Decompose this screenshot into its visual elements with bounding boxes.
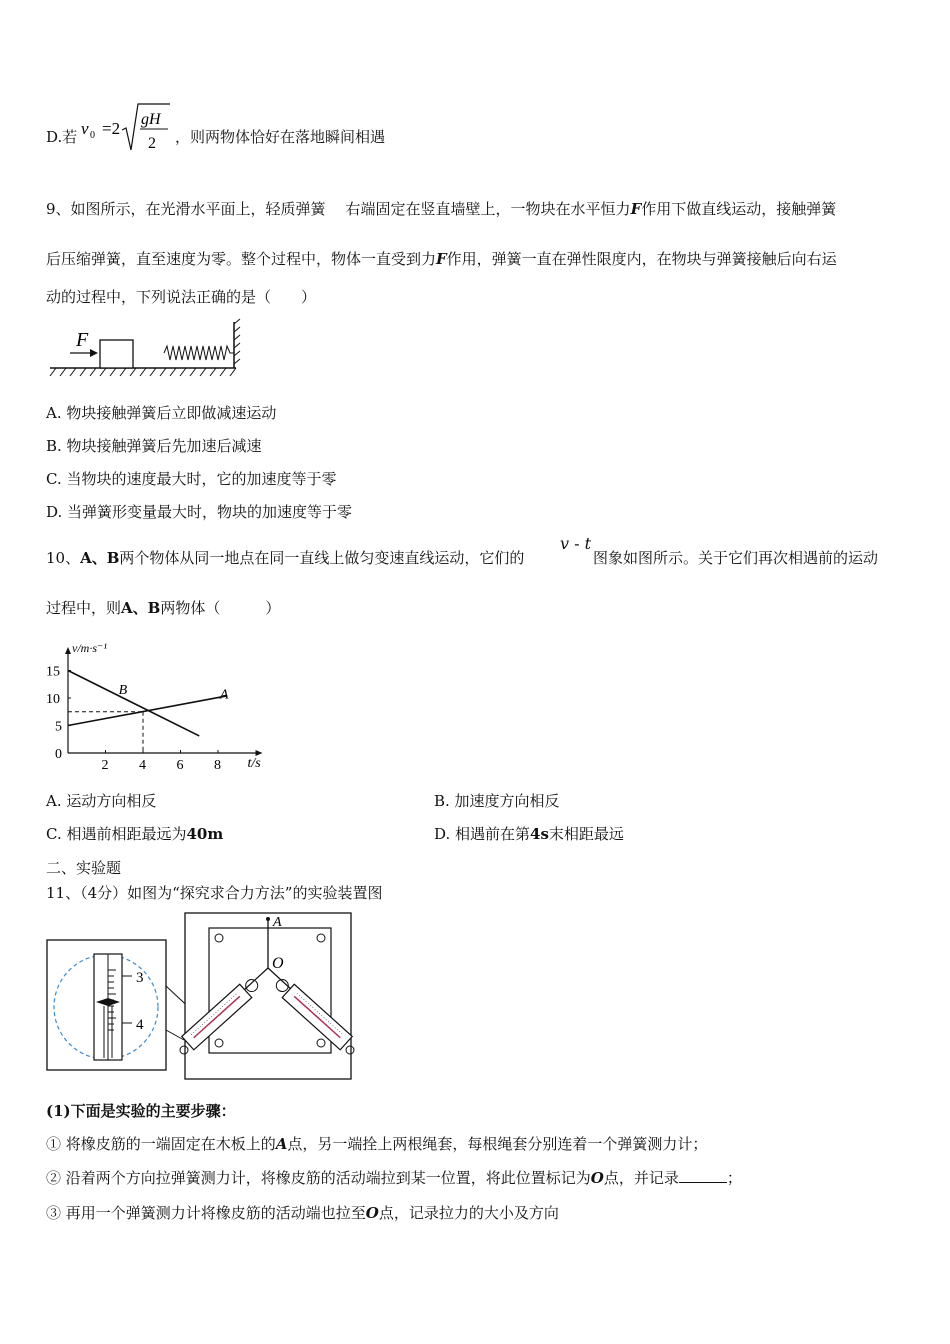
y-axis-label: v/m·s⁻¹	[72, 641, 107, 655]
q10-line1-end: 图象如图所示。关于它们再次相遇前的运动	[593, 549, 879, 567]
q11-step1: ① 将橡皮筋的一端固定在木板上的A点，另一端拴上两根绳套，每根绳套分别连着一个弹簧测力计；	[46, 1135, 708, 1153]
q10-option-a: A. 运动方向相反	[46, 792, 157, 810]
series-label-A: A	[219, 687, 229, 703]
q10-option-b: B. 加速度方向相反	[434, 792, 560, 810]
x-tick-label: 4	[139, 758, 146, 773]
force-arrowhead	[90, 349, 98, 357]
x-tick-label: 6	[176, 758, 184, 773]
y-tick-label: 10	[46, 692, 60, 707]
y-tick-label: 0	[55, 747, 62, 762]
answer-blank[interactable]	[679, 1168, 727, 1183]
q11-title: 11、（4分）如图为“探究求合力方法”的实验装置图	[46, 884, 383, 902]
x-axis-label: t/s	[247, 756, 261, 771]
formula-eq: =2	[102, 119, 121, 138]
q11-apparatus-figure	[44, 910, 356, 1082]
q10-option-d: D. 相遇前在第4s末相距最远	[434, 825, 624, 843]
q9-line3: 动的过程中，下列说法正确的是（ ）	[46, 288, 317, 306]
wall-hatch	[234, 319, 240, 364]
q9-spring-figure	[46, 318, 246, 378]
spring	[164, 346, 234, 360]
q11-step3: ③ 再用一个弹簧测力计将橡皮筋的活动端也拉至O点，记录拉力的大小及方向	[46, 1204, 559, 1222]
q8-option-d: D.若	[46, 128, 78, 146]
point-a-label: A	[273, 915, 282, 930]
q9-line2: 后压缩弹簧，直至速度为零。整个过程中，物体一直受到力F作用，弹簧一直在弹性限度内，在物块与弹簧接触后向右运	[46, 250, 837, 268]
vt-chart	[40, 620, 280, 780]
q9-line1: 9、如图所示，在光滑水平面上，轻质弹簧 右端固定在竖直墙壁上，一物块在水平恒力F作用下做直线运动，接触弹簧	[46, 200, 837, 218]
x-tick-label: 2	[101, 758, 109, 773]
formula-sub: 0	[90, 130, 95, 141]
q10-option-c: C. 相遇前相距最远为40m	[46, 825, 224, 843]
force-label: F	[76, 329, 89, 351]
zoom-line-bottom	[166, 1030, 184, 1040]
section-heading: 二、实验题	[46, 859, 122, 877]
point-o-label: O	[272, 955, 284, 972]
q8-option-d-suffix: ，则两物体恰好在落地瞬间相遇	[175, 128, 386, 146]
q11-step-intro: (1)下面是实验的主要步骤：	[46, 1102, 236, 1120]
block	[100, 340, 133, 368]
y-tick-label: 15	[46, 664, 60, 680]
formula-v: v	[81, 119, 89, 138]
formula-den: 2	[148, 135, 156, 152]
series-label-B: B	[118, 683, 128, 699]
q10-vt: v - t	[560, 534, 592, 553]
q9-option-c: C. 当物块的速度最大时，它的加速度等于零	[46, 470, 337, 488]
q11-step2: ② 沿着两个方向拉弹簧测力计，将橡皮筋的活动端拉到某一位置，将此位置标记为O点，并记录 ；	[46, 1169, 742, 1187]
x-tick-label: 8	[214, 758, 221, 773]
series-line-B	[68, 671, 199, 736]
q10-line2: 过程中，则A、B两物体（ ）	[46, 599, 281, 617]
wood-board	[209, 928, 331, 1053]
q10-line1: 10、A、B两个物体从同一地点在同一直线上做匀变速直线运动，它们的	[46, 549, 525, 567]
q9-option-a: A. 物块接触弹簧后立即做减速运动	[46, 404, 277, 422]
scale-label-4: 4	[136, 1017, 144, 1033]
y-tick-label: 5	[55, 719, 62, 735]
y-axis-arrow	[65, 647, 71, 654]
formula-v0	[78, 102, 178, 156]
q9-option-d: D. 当弹簧形变量最大时，物块的加速度等于零	[46, 503, 353, 521]
scale-label-3: 3	[136, 970, 144, 986]
q9-option-b: B. 物块接触弹簧后先加速后减速	[46, 437, 262, 455]
formula-num: gH	[141, 111, 161, 128]
ground-hatch	[50, 368, 236, 376]
chart-layer	[46, 641, 263, 773]
